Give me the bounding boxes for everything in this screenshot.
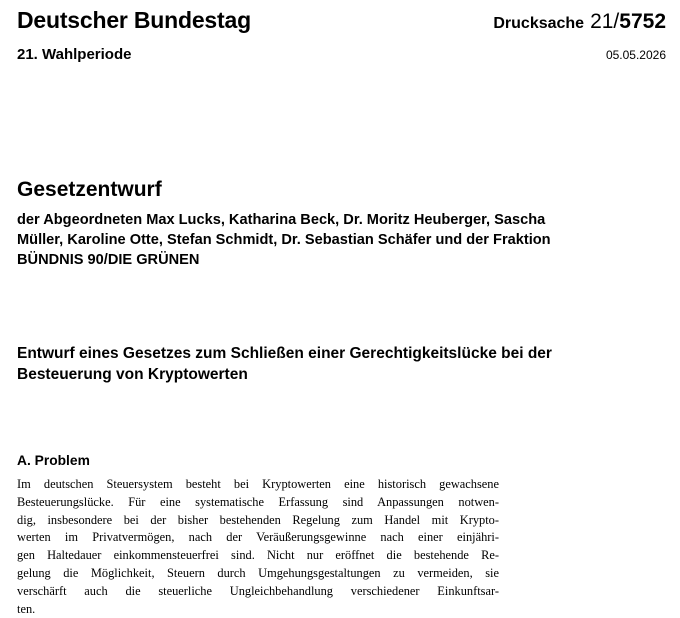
document-header-right <box>493 10 666 62</box>
problem-paragraph <box>17 476 499 618</box>
draft-title-line: Entwurf eines Gesetzes zum Schließen einer Gerechtigkeitslücke bei der <box>17 345 552 362</box>
paragraph-line: verschärft auch die steuerliche Ungleichbehandlung verschiedener Einkunftsar- <box>17 583 499 598</box>
draft-title-line: Besteuerung von Kryptowerten <box>17 366 248 383</box>
authors-line: Müller, Karoline Otte, Stefan Schmidt, Dr. Sebastian Schäfer und der Fraktion <box>17 232 551 248</box>
document-date: 05.05.2026 <box>605 48 666 62</box>
paragraph-line: ten. <box>17 601 36 616</box>
institution-name: Deutscher Bundestag <box>17 7 251 33</box>
paragraph-line: werten im Privatvermögen, nach der Veräußerungsgewinne nach einer einjähri- <box>17 530 499 545</box>
authors-line: der Abgeordneten Max Lucks, Katharina Beck, Dr. Moritz Heuberger, Sascha <box>17 212 546 228</box>
electoral-period: 21. Wahlperiode <box>17 46 132 63</box>
drucksache-period: 21/ <box>590 10 620 33</box>
paragraph-line: dig, insbesondere bei der bisher bestehenden Regelung zum Handel mit Krypto- <box>17 512 499 527</box>
authors-line: BÜNDNIS 90/DIE GRÜNEN <box>17 252 200 268</box>
draft-title <box>17 343 657 385</box>
authors-block <box>17 210 657 270</box>
document-header-left <box>17 6 251 64</box>
drucksache-reference <box>493 10 666 36</box>
paragraph-line: Im deutschen Steuersystem besteht bei Kryptowerten eine historisch gewachsene <box>17 477 499 491</box>
section-heading-problem: A. Problem <box>17 453 90 468</box>
drucksache-number: 5752 <box>619 10 666 33</box>
document-type: Gesetzentwurf <box>17 178 162 201</box>
paragraph-line: gen Haltedauer einkommensteuerfrei sind. Nicht nur eröffnet die bestehende Re- <box>17 548 499 563</box>
drucksache-label: Drucksache <box>493 15 585 32</box>
paragraph-line: gelung die Möglichkeit, Steuern durch Umgehungsgestaltungen zu vermeiden, sie <box>17 565 499 580</box>
paragraph-line: Besteuerungslücke. Für eine systematische Erfassung sind Anpassungen notwen- <box>17 494 499 509</box>
